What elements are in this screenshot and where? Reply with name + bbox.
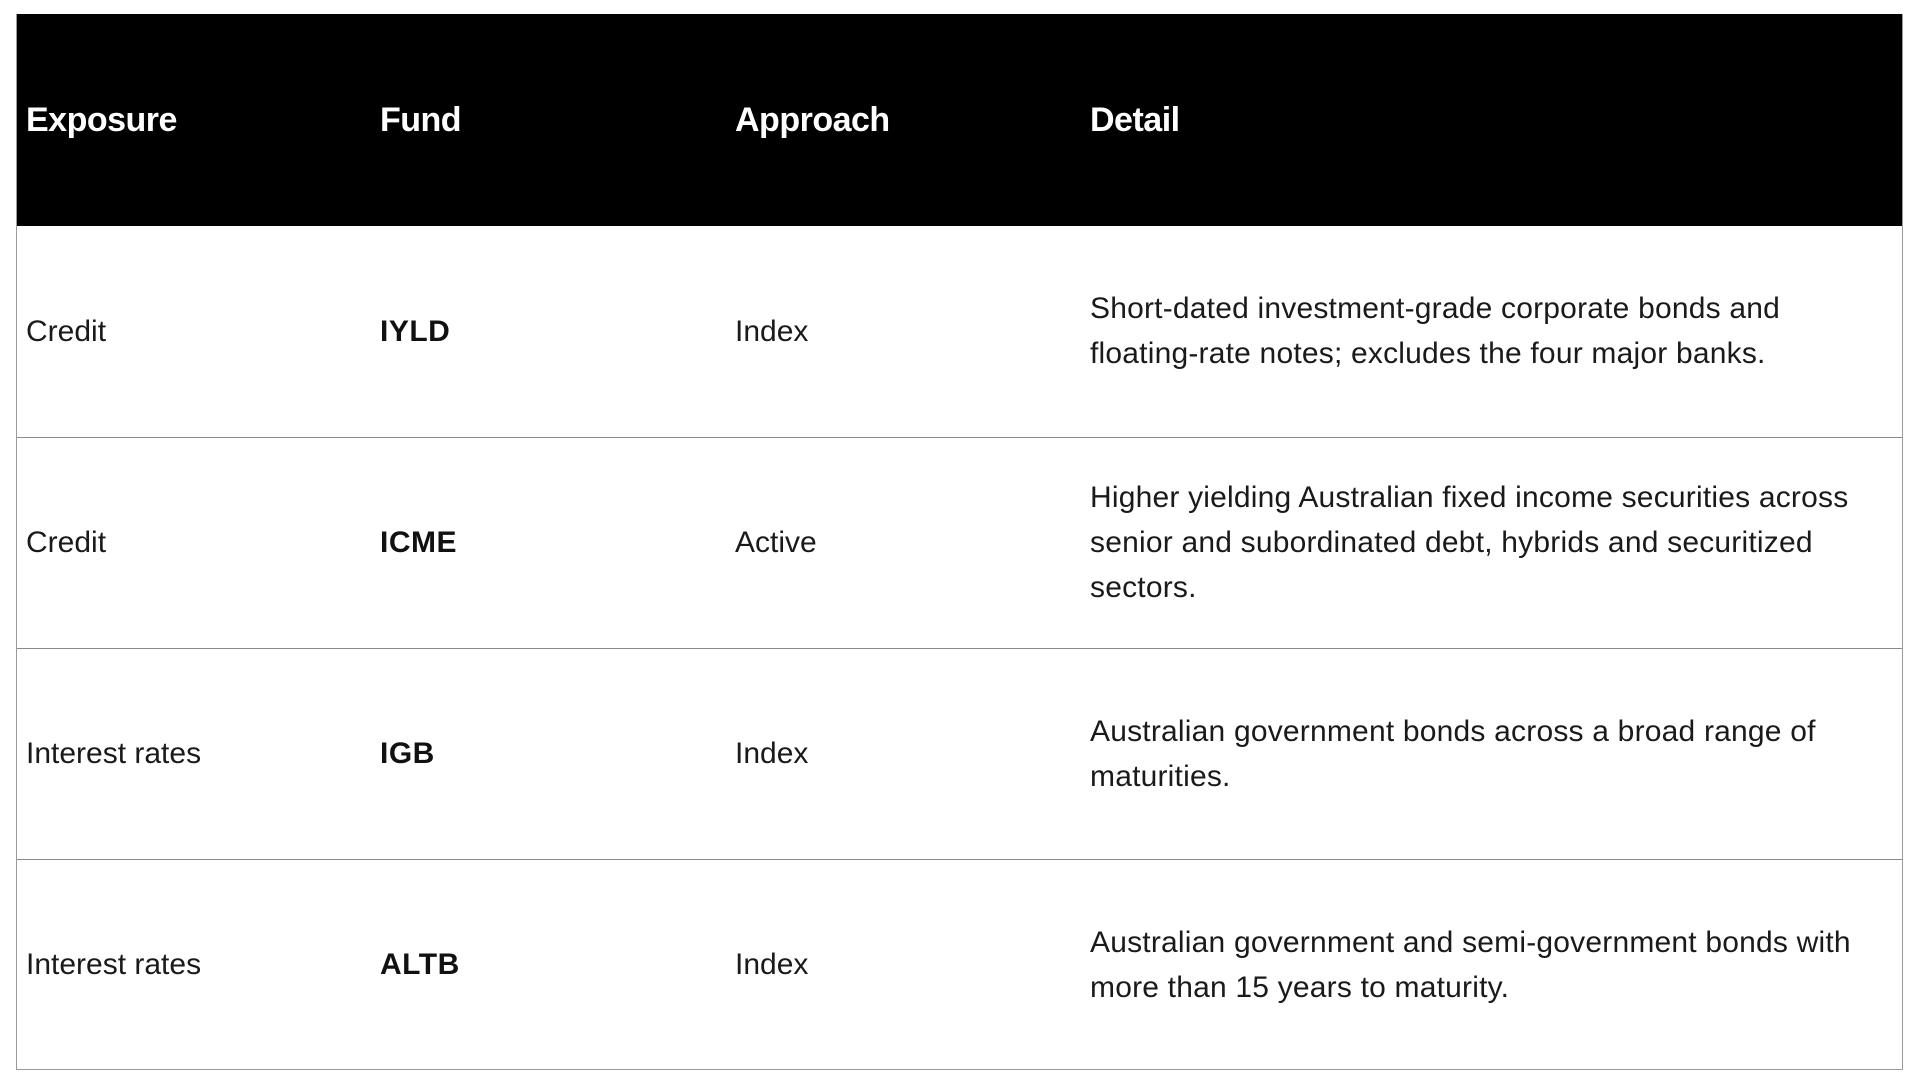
- exposure-cell: Interest rates: [17, 859, 371, 1070]
- table-header: [17, 14, 1902, 226]
- table-row: [17, 226, 1902, 437]
- fund-cell: IGB: [371, 648, 726, 859]
- detail-cell: Australian government bonds across a broad range of maturities.: [1081, 648, 1902, 859]
- exposure-cell: Credit: [17, 437, 371, 648]
- header-exposure: Exposure: [17, 14, 371, 226]
- header-row: [17, 14, 1902, 226]
- header-approach: Approach: [726, 14, 1081, 226]
- approach-cell: Active: [726, 437, 1081, 648]
- table-row: [17, 648, 1902, 859]
- detail-cell: Australian government and semi-government bonds with more than 15 years to maturity.: [1081, 859, 1902, 1070]
- fund-cell: ICME: [371, 437, 726, 648]
- table-row: [17, 859, 1902, 1070]
- exposure-cell: Credit: [26, 314, 107, 348]
- approach-cell: Index: [735, 314, 809, 348]
- fund-cell: ALTB: [371, 859, 726, 1070]
- detail-cell: Short-dated investment-grade corporate bonds and floating-rate notes; excludes the four major banks.: [1090, 292, 1781, 371]
- approach-cell: Index: [726, 648, 1081, 859]
- fund-table: [17, 14, 1902, 1070]
- fund-comparison-table: [16, 14, 1903, 1070]
- approach-cell: Index: [726, 859, 1081, 1070]
- table-row: [17, 437, 1902, 648]
- table-body: [17, 226, 1902, 1070]
- header-detail: Detail: [1081, 14, 1902, 226]
- detail-cell: Higher yielding Australian fixed income securities across senior and subordinated debt, hybrids and securitized sectors.: [1081, 437, 1902, 648]
- header-fund: Fund: [371, 14, 726, 226]
- exposure-cell: Interest rates: [17, 648, 371, 859]
- fund-cell: IYLD: [380, 314, 451, 348]
